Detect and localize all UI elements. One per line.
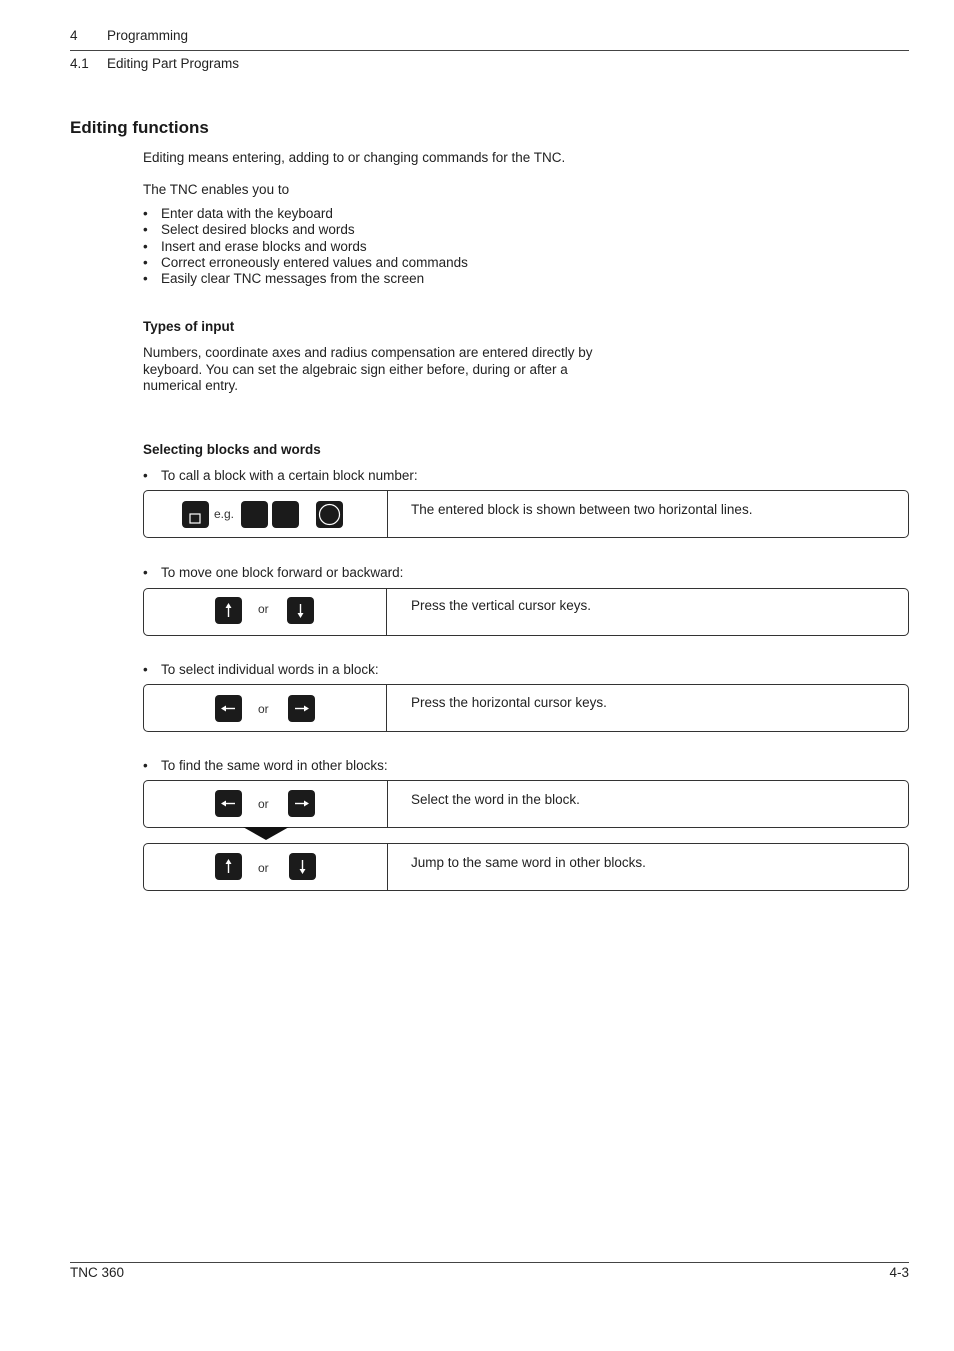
arrow-down-key-icon[interactable] xyxy=(287,597,314,624)
step-4-bullet xyxy=(143,758,388,774)
list-item: • Easily clear TNC messages from the screen xyxy=(143,271,468,287)
or-label: or xyxy=(258,861,269,875)
selecting-heading: Selecting blocks and words xyxy=(143,442,321,457)
arrow-up-key-icon[interactable] xyxy=(215,597,242,624)
goto-key-icon[interactable] xyxy=(182,501,209,528)
list-item: • To find the same word in other blocks: xyxy=(143,758,388,774)
step-5-box xyxy=(143,843,909,891)
step-1-box xyxy=(143,490,909,538)
arrow-right-key-icon[interactable] xyxy=(288,695,315,722)
page-title: Editing functions xyxy=(70,118,209,137)
or-label: or xyxy=(258,797,269,811)
section-title: Editing Part Programs xyxy=(107,56,240,71)
step-5-desc: Jump to the same word in other blocks. xyxy=(411,855,646,870)
end-key-icon[interactable] xyxy=(316,501,343,528)
chapter-title: Programming xyxy=(107,28,189,43)
chapter-number: 4 xyxy=(70,28,78,43)
digit-key-icon[interactable] xyxy=(272,501,299,528)
or-label: or xyxy=(258,602,269,616)
step-4-box xyxy=(143,780,909,828)
enables-list xyxy=(143,206,468,287)
step-3-box xyxy=(143,684,909,732)
list-item: • Correct erroneously entered values and commands xyxy=(143,255,468,271)
box-divider xyxy=(387,491,388,537)
types-heading: Types of input xyxy=(143,319,235,334)
header-rule xyxy=(70,50,909,51)
step-1-bullet xyxy=(143,468,418,484)
list-item: • To call a block with a certain block number: xyxy=(143,468,418,484)
list-item: • To move one block forward or backward: xyxy=(143,565,403,581)
types-text: Numbers, coordinate axes and radius compensation are entered directly by keyboard. You can set the algebraic sign either before, during or after a numerical entry. xyxy=(143,345,593,393)
arrow-up-key-icon[interactable] xyxy=(215,853,242,880)
footer-page-number: 4-3 xyxy=(889,1265,909,1280)
arrow-left-key-icon[interactable] xyxy=(215,790,242,817)
step-2-bullet xyxy=(143,565,403,581)
list-item: • To select individual words in a block: xyxy=(143,662,379,678)
step-4-desc: Select the word in the block. xyxy=(411,792,580,807)
digit-key-icon[interactable] xyxy=(241,501,268,528)
arrow-left-key-icon[interactable] xyxy=(215,695,242,722)
list-item: • Select desired blocks and words xyxy=(143,222,468,238)
down-connector-icon xyxy=(243,827,289,841)
list-item: • Insert and erase blocks and words xyxy=(143,239,468,255)
intro-text: Editing means entering, adding to or changing commands for the TNC. xyxy=(143,150,566,165)
step-1-desc: The entered block is shown between two horizontal lines. xyxy=(411,502,753,517)
step-2-box xyxy=(143,588,909,636)
box-divider xyxy=(386,589,387,635)
section-number: 4.1 xyxy=(70,56,89,71)
enables-lead: The TNC enables you to xyxy=(143,182,290,197)
step-2-desc: Press the vertical cursor keys. xyxy=(411,598,592,613)
footer-model: TNC 360 xyxy=(70,1265,125,1280)
or-label: or xyxy=(258,702,269,716)
box-divider xyxy=(387,844,388,890)
arrow-right-key-icon[interactable] xyxy=(288,790,315,817)
arrow-down-key-icon[interactable] xyxy=(289,853,316,880)
step-3-desc: Press the horizontal cursor keys. xyxy=(411,695,607,710)
eg-label: e.g. xyxy=(214,507,235,521)
box-divider xyxy=(387,781,388,827)
step-3-bullet xyxy=(143,662,379,678)
list-item: • Enter data with the keyboard xyxy=(143,206,468,222)
footer-rule xyxy=(70,1262,909,1263)
box-divider xyxy=(386,685,387,731)
